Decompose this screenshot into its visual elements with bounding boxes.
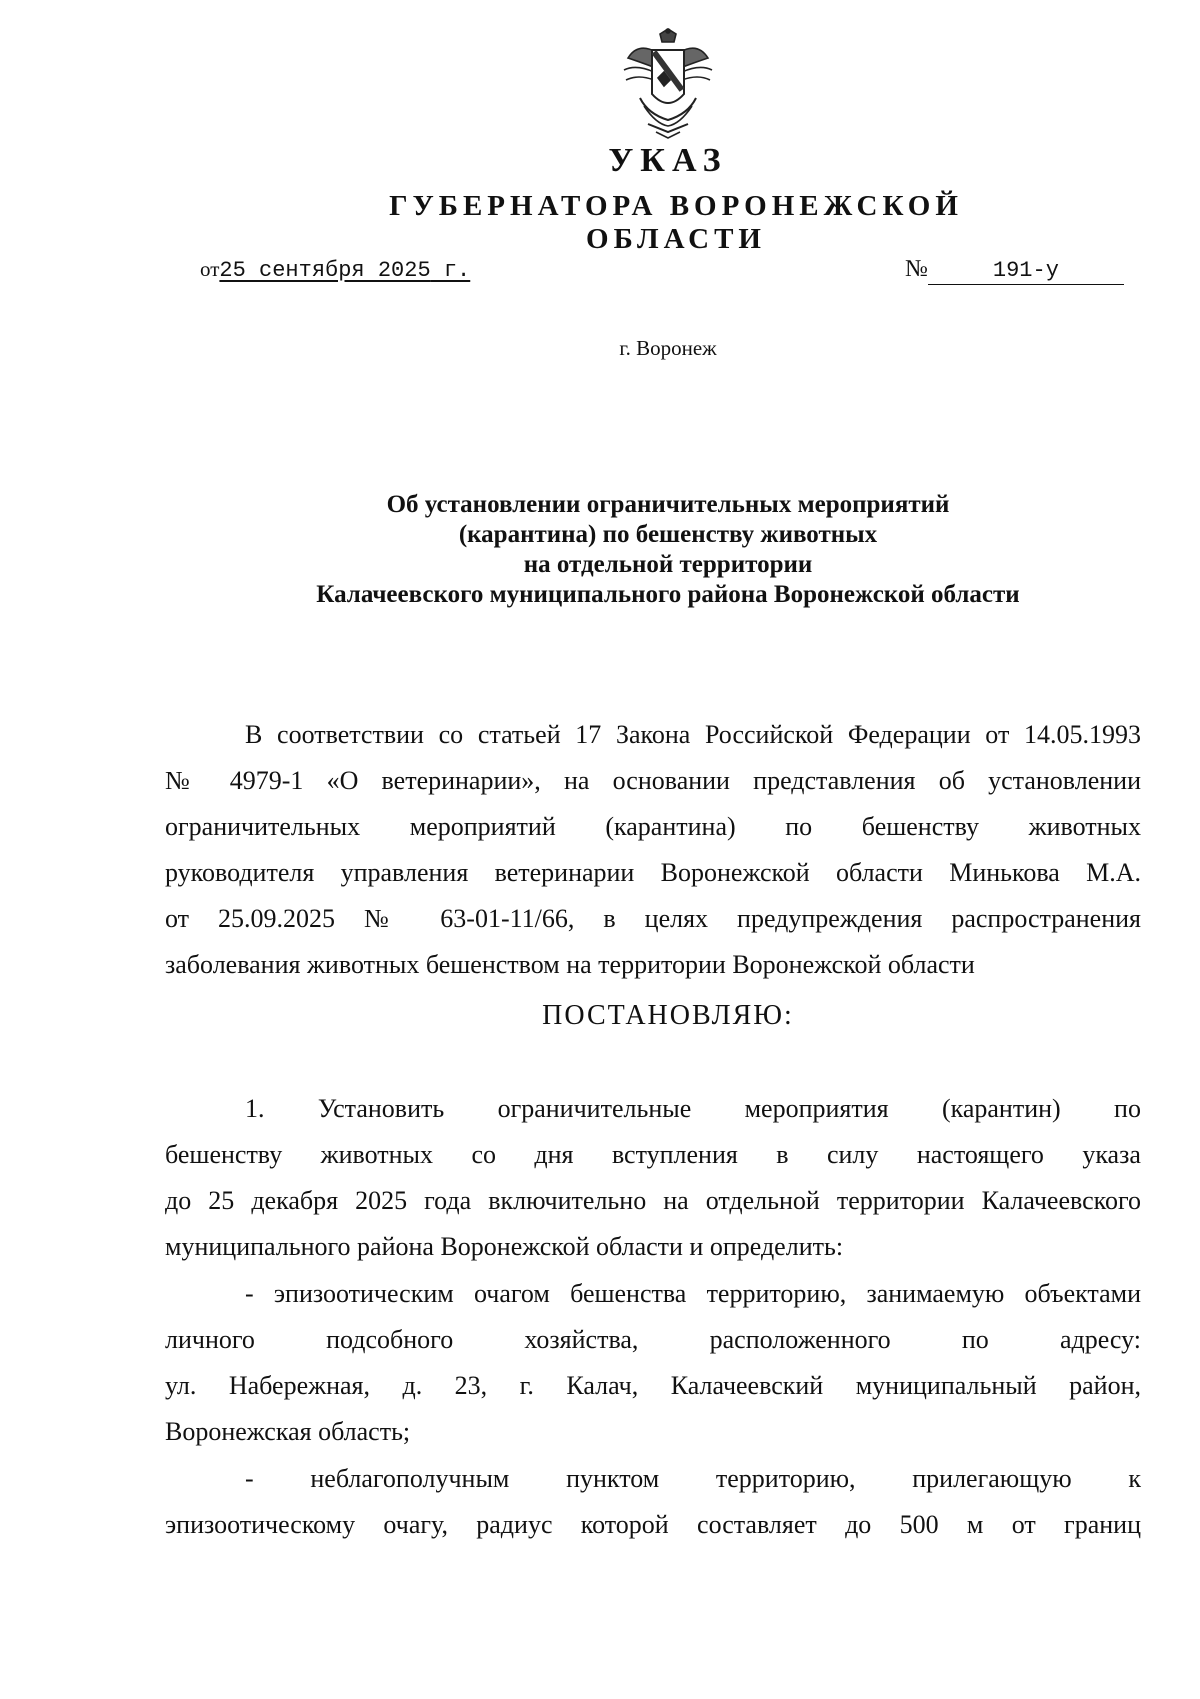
- word: неблагополучным: [310, 1464, 510, 1493]
- coat-of-arms-icon: [618, 28, 718, 140]
- word: -: [245, 1464, 254, 1493]
- item-unfavorable-point: [165, 1456, 1141, 1548]
- word: по: [961, 1325, 989, 1354]
- word: дня: [534, 1140, 574, 1169]
- date-suffix: г.: [430, 258, 471, 283]
- word: со: [471, 1140, 496, 1169]
- document-city: г. Воронеж: [619, 336, 717, 360]
- clause-1: [165, 1086, 1141, 1270]
- item-a-line-3: ул. Набережная, д. 23, г. Калач, Калачеевский муниципальный район,: [165, 1371, 1141, 1400]
- clause-1-line-2: [165, 1132, 1141, 1178]
- word: силу: [826, 1140, 879, 1169]
- item-a-line-2: [165, 1317, 1141, 1363]
- word: адресу:: [1059, 1325, 1141, 1354]
- word: по: [1114, 1094, 1141, 1123]
- word: в: [776, 1140, 789, 1169]
- item-epizootic-focus: [165, 1271, 1141, 1455]
- preamble-line: № 4979-1 «О ветеринарии», на основании представления об установлении: [165, 766, 1141, 795]
- word: подсобного: [326, 1325, 454, 1354]
- item-b-line-1: [165, 1456, 1141, 1502]
- word: бешенству: [165, 1140, 283, 1169]
- date-prefix: от: [200, 257, 220, 281]
- item-a-line-1: - эпизоотическим очагом бешенства территорию, занимаемую объектами: [245, 1279, 1141, 1308]
- decree-word: ПОСТАНОВЛЯЮ:: [542, 1000, 794, 1031]
- document-number: [905, 256, 1124, 285]
- word: вступления: [611, 1140, 738, 1169]
- clause-1-line-4: муниципального района Воронежской области и определить:: [165, 1232, 844, 1261]
- preamble-line: ограничительных мероприятий (карантина) по бешенству животных: [165, 812, 1141, 841]
- word: животных: [320, 1140, 434, 1169]
- word: (карантин): [941, 1094, 1061, 1123]
- word: расположенного: [709, 1325, 891, 1354]
- word: Установить: [317, 1094, 445, 1123]
- number-value: 191-у: [928, 258, 1124, 285]
- document-title: УКАЗ: [608, 142, 728, 179]
- word: настоящего: [916, 1140, 1044, 1169]
- preamble-line: руководителя управления ветеринарии Воронежской области Минькова М.А.: [165, 858, 1141, 887]
- word: прилегающую: [912, 1464, 1072, 1493]
- clause-1-line-1: [165, 1086, 1141, 1132]
- number-prefix: №: [905, 256, 928, 282]
- word: указа: [1082, 1140, 1141, 1169]
- preamble-line: от 25.09.2025 № 63-01-11/66, в целях предупреждения распространения: [165, 904, 1141, 933]
- item-b-line-2: эпизоотическому очагу, радиус которой составляет до 500 м от границ: [165, 1510, 1141, 1539]
- word: пунктом: [566, 1464, 660, 1493]
- document-issuer: ГУБЕРНАТОРА ВОРОНЕЖСКОЙ ОБЛАСТИ: [389, 190, 963, 255]
- preamble-line: В соответствии со статьей 17 Закона Российской Федерации от 14.05.1993: [245, 720, 1141, 749]
- word: ограничительные: [497, 1094, 692, 1123]
- word: личного: [165, 1325, 255, 1354]
- preamble-paragraph: [165, 712, 1141, 988]
- clause-1-line-3: до 25 декабря 2025 года включительно на отдельной территории Калачеевского: [165, 1186, 1141, 1215]
- item-a-line-4: Воронежская область;: [165, 1417, 411, 1446]
- subject-line: на отдельной территории: [523, 551, 813, 578]
- subject-line: Калачеевского муниципального района Воронежской области: [316, 581, 1020, 608]
- word: мероприятия: [744, 1094, 889, 1123]
- document-date: [200, 257, 470, 283]
- subject-line: (карантина) по бешенству животных: [458, 521, 878, 548]
- subject-line: Об установлении ограничительных мероприятий: [386, 491, 950, 518]
- word: хозяйства,: [524, 1325, 639, 1354]
- date-value: 25 сентября 2025: [219, 258, 431, 283]
- word: территорию,: [715, 1464, 856, 1493]
- preamble-line: заболевания животных бешенством на территории Воронежской области: [165, 950, 975, 979]
- document-subject: [230, 490, 1106, 610]
- word: 1.: [245, 1094, 265, 1123]
- word: к: [1128, 1464, 1141, 1493]
